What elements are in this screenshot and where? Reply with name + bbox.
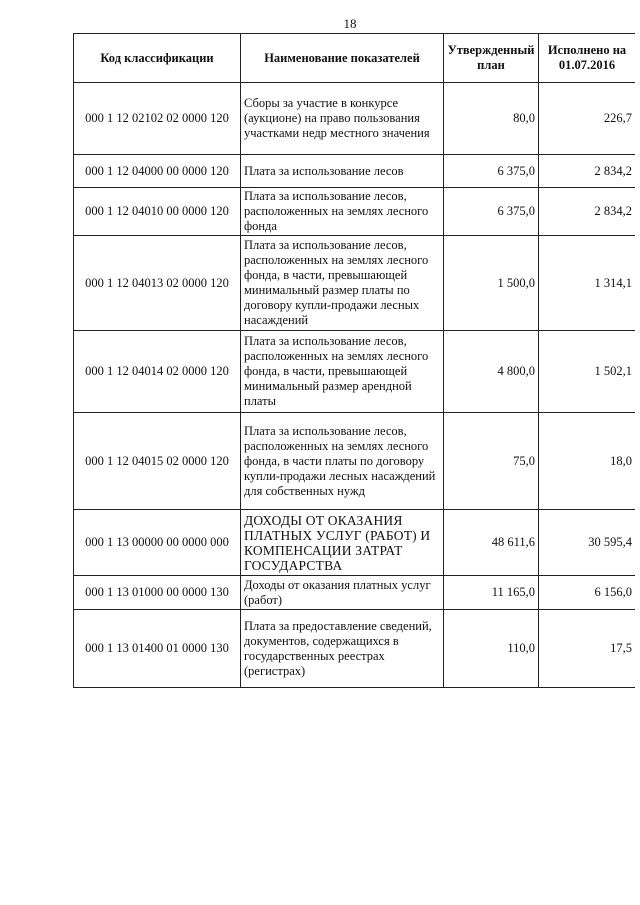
row-name: Доходы от оказания платных услуг (работ) [241, 576, 444, 610]
row-code: 000 1 12 04014 02 0000 120 [74, 331, 241, 413]
row-code: 000 1 12 04013 02 0000 120 [74, 236, 241, 331]
row-plan: 80,0 [444, 83, 539, 155]
row-code: 000 1 13 00000 00 0000 000 [74, 510, 241, 576]
row-plan: 11 165,0 [444, 576, 539, 610]
row-done: 1 314,1 [539, 236, 636, 331]
row-plan: 4 800,0 [444, 331, 539, 413]
row-done: 6 156,0 [539, 576, 636, 610]
header-done: Исполнено на 01.07.2016 [539, 34, 636, 83]
row-name: Сборы за участие в конкурсе (аукционе) на право пользования участками недр местного значения [241, 83, 444, 155]
row-name: Плата за использование лесов, расположенных на землях лесного фонда, в части платы по договору купли-продажи лесных насаждений для собственных нужд [241, 413, 444, 510]
table-row [74, 576, 636, 610]
row-done: 18,0 [539, 413, 636, 510]
table-header-row [74, 34, 636, 83]
row-done: 2 834,2 [539, 188, 636, 236]
row-done: 2 834,2 [539, 155, 636, 188]
table-row [74, 413, 636, 510]
row-name: Плата за использование лесов, расположенных на землях лесного фонда, в части, превышающей минимальный размер арендной платы [241, 331, 444, 413]
row-code: 000 1 12 02102 02 0000 120 [74, 83, 241, 155]
table-row [74, 331, 636, 413]
row-done: 226,7 [539, 83, 636, 155]
row-done: 30 595,4 [539, 510, 636, 576]
row-plan: 1 500,0 [444, 236, 539, 331]
row-plan: 75,0 [444, 413, 539, 510]
row-plan: 6 375,0 [444, 155, 539, 188]
row-plan: 6 375,0 [444, 188, 539, 236]
table-row [74, 510, 636, 576]
row-name: Плата за использование лесов [241, 155, 444, 188]
row-code: 000 1 13 01400 01 0000 130 [74, 610, 241, 688]
row-code: 000 1 12 04010 00 0000 120 [74, 188, 241, 236]
row-code: 000 1 12 04015 02 0000 120 [74, 413, 241, 510]
row-name: Плата за использование лесов, расположенных на землях лесного фонда [241, 188, 444, 236]
table-row [74, 83, 636, 155]
row-code: 000 1 13 01000 00 0000 130 [74, 576, 241, 610]
table-row [74, 188, 636, 236]
budget-table [73, 33, 635, 688]
table-row [74, 155, 636, 188]
row-name: Плата за использование лесов, расположенных на землях лесного фонда, в части, превышающей минимальный размер платы по договору купли-продажи лесных насаждений [241, 236, 444, 331]
row-done: 1 502,1 [539, 331, 636, 413]
page-number: 18 [343, 16, 357, 31]
row-name: ДОХОДЫ ОТ ОКАЗАНИЯ ПЛАТНЫХ УСЛУГ (РАБОТ) И КОМПЕНСАЦИИ ЗАТРАТ ГОСУДАРСТВА [241, 510, 444, 576]
table-row [74, 236, 636, 331]
header-code: Код классификации [74, 34, 241, 83]
row-done: 17,5 [539, 610, 636, 688]
row-name: Плата за предоставление сведений, документов, содержащихся в государственных реестрах (регистрах) [241, 610, 444, 688]
row-plan: 110,0 [444, 610, 539, 688]
row-code: 000 1 12 04000 00 0000 120 [74, 155, 241, 188]
table-row [74, 610, 636, 688]
header-name: Наименование показателей [241, 34, 444, 83]
row-plan: 48 611,6 [444, 510, 539, 576]
header-plan: Утвержденный план [444, 34, 539, 83]
